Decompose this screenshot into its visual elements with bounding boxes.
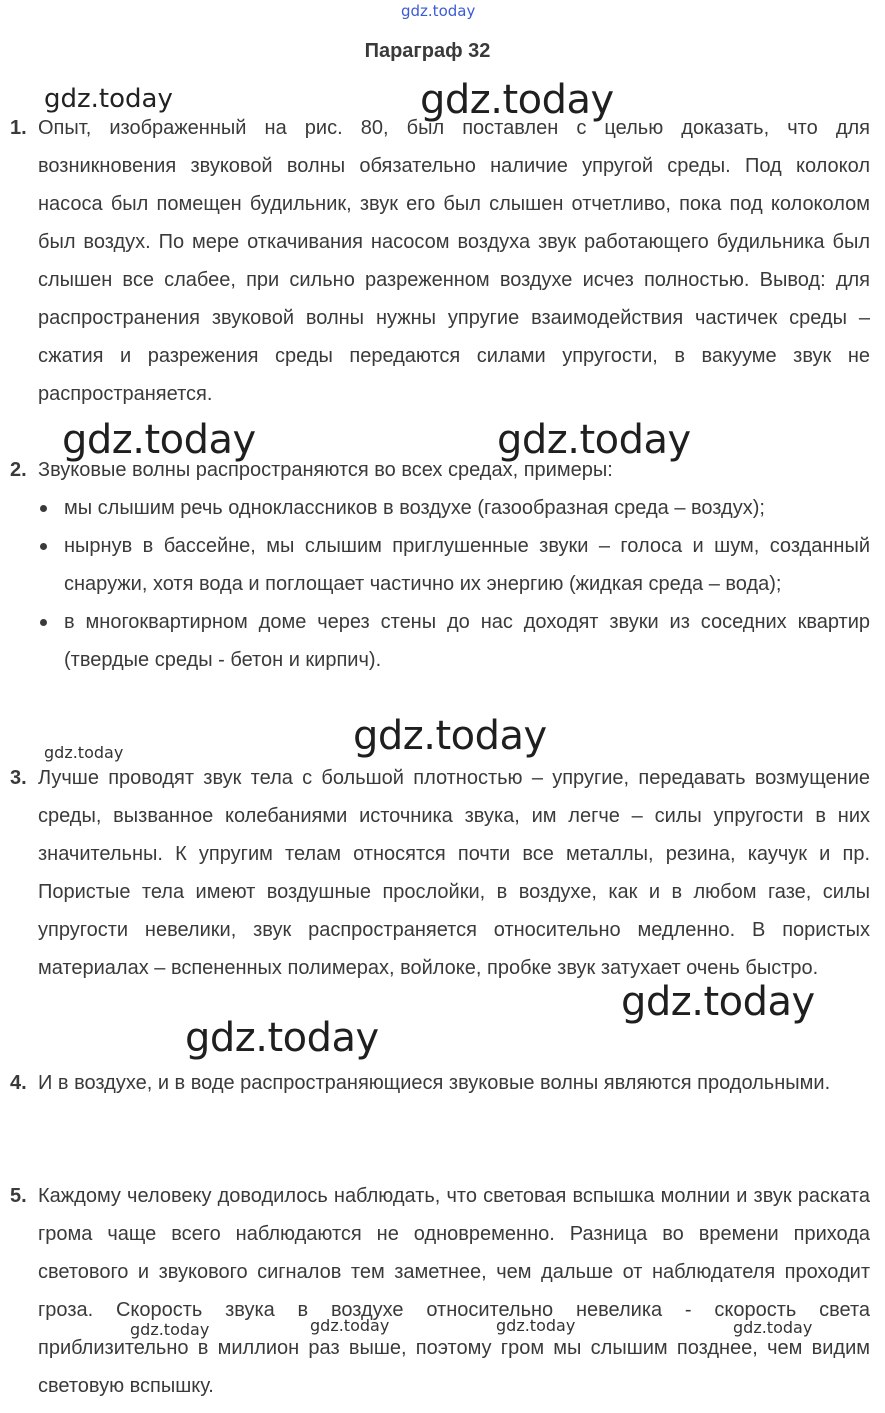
- item-text: Каждому человеку доводилось наблюдать, что световая вспышка молнии и звук раската грома чаще всего наблюдаются не одновременно. Разница во времени прихода светового и звукового сигналов тем заметнее, чем дальше от наблюдателя проходит гроза. Скорость звука в воздухе относительно невелика - скорость света приблизительно в миллион раз выше, поэтому гром мы слышим позднее, чем видим световую вспышку.: [38, 1185, 870, 1397]
- list-item: мы слышим речь одноклассников в воздухе (газообразная среда – воздух);: [38, 489, 870, 527]
- answer-item-2: [10, 451, 870, 679]
- watermark: gdz.today: [733, 1318, 813, 1337]
- watermark: gdz.today: [497, 417, 691, 463]
- watermark: gdz.today: [44, 84, 173, 114]
- watermark: gdz.today: [185, 1015, 379, 1061]
- answer-item-3: [10, 759, 870, 987]
- item-number: 5.: [10, 1185, 27, 1207]
- watermark: gdz.today: [62, 417, 256, 463]
- item-text: И в воздухе, и в воде распространяющиеся звуковые волны являются продольными.: [38, 1072, 831, 1094]
- item-text: Лучше проводят звук тела с большой плотностью – упругие, передавать возмущение среды, вызванное колебаниями источника звука, им легче – силы упругости в них значительны. К упругим телам относятся почти все металлы, резина, каучук и пр. Пористые тела имеют воздушные прослойки, в воздухе, как и в любом газе, силы упругости невелики, звук распространяется относительно медленно. В пористых материалах – вспененных полимерах, войлоке, пробке звук затухает очень быстро.: [38, 767, 870, 979]
- page-title: Параграф 32: [364, 40, 491, 62]
- item-number: 3.: [10, 767, 27, 789]
- answer-item-4: [10, 1064, 870, 1102]
- item-number: 4.: [10, 1072, 27, 1094]
- watermark: gdz.today: [621, 979, 815, 1025]
- watermark: gdz.today: [496, 1316, 576, 1335]
- item-number: 2.: [10, 459, 27, 481]
- item-text: Опыт, изображенный на рис. 80, был поставлен с целью доказать, что для возникновения звуковой волны обязательно наличие упругой среды. Под колокол насоса был помещен будильник, звук его был слышен отчетливо, пока под колоколом был воздух. По мере откачивания насосом воздуха звук работающего будильника был слышен все слабее, при сильно разреженном воздухе исчез полностью. Вывод: для распространения звуковой волны нужны упругие взаимодействия частичек среды – сжатия и разрежения среды передаются силами упругости, в вакууме звук не распространяется.: [38, 117, 870, 405]
- watermark: gdz.today: [420, 77, 614, 123]
- answer-item-1: [10, 109, 870, 413]
- answer-item-5: [10, 1177, 870, 1405]
- watermark: gdz.today: [44, 743, 124, 762]
- item-text: Звуковые волны распространяются во всех средах, примеры:: [38, 459, 613, 481]
- list-item: в многоквартирном доме через стены до нас доходят звуки из соседних квартир (твердые среды - бетон и кирпич).: [38, 603, 870, 679]
- watermark: gdz.today: [353, 713, 547, 759]
- item-number: 1.: [10, 117, 27, 139]
- watermark: gdz.today: [130, 1320, 210, 1339]
- list-item: нырнув в бассейне, мы слышим приглушенные звуки – голоса и шум, созданный снаружи, хотя вода и поглощает частично их энергию (жидкая среда – вода);: [38, 527, 870, 603]
- watermark: gdz.today: [310, 1316, 390, 1335]
- bullet-list: [38, 489, 870, 679]
- watermark-top: gdz.today: [401, 2, 476, 20]
